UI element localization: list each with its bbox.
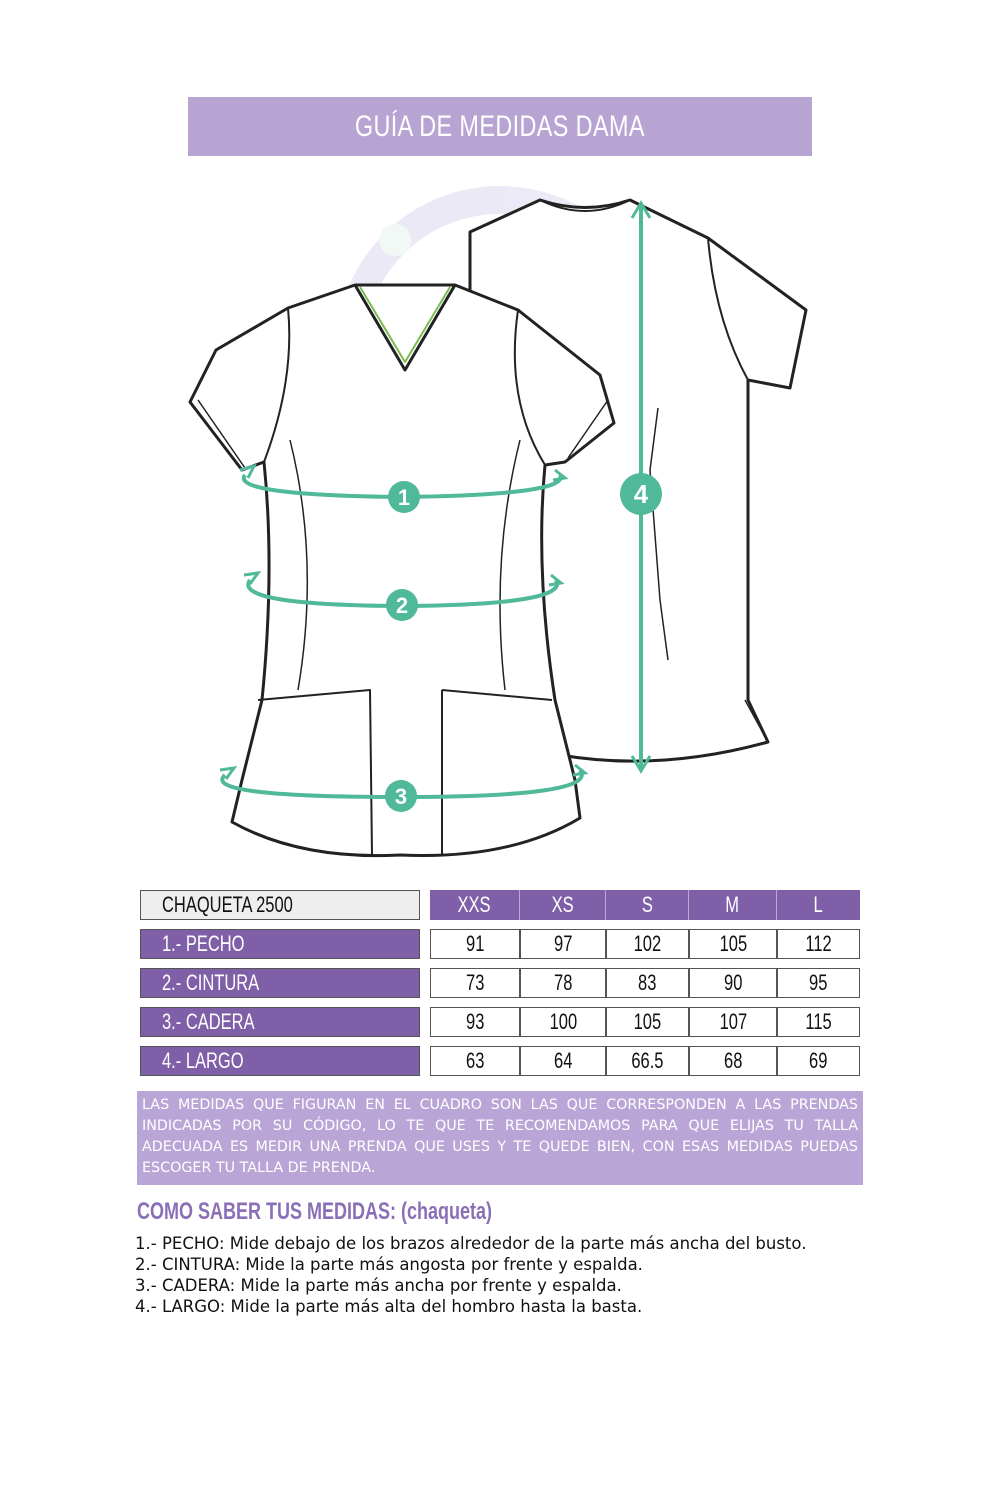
marker-2 — [386, 589, 418, 621]
table-cell: 100 — [520, 1007, 606, 1037]
garment-diagram — [0, 170, 1000, 870]
sizing-note: LAS MEDIDAS QUE FIGURAN EN EL CUADRO SON LAS QUE CORRESPONDEN A LAS PRENDAS INDICADAS POR SU CÓDIGO, LO TE QUE TE RECOMENDAMOS PARA QUE ELIJAS TU TALLA ADECUADA ES MEDIR UNA PRENDA QUE USES Y TE QUEDE BIEN, CON ESAS MEDIDAS PUEDAS ESCOGER TU TALLA DE PRENDA. — [137, 1091, 863, 1185]
table-cell: 69 — [777, 1046, 860, 1076]
table-cell: 73 — [430, 968, 520, 998]
table-cell: 102 — [606, 929, 689, 959]
table-cell: 95 — [777, 968, 860, 998]
svg-text:1: 1 — [397, 485, 411, 510]
row-label-largo: 4.- LARGO — [140, 1046, 420, 1076]
table-cell: 83 — [606, 968, 689, 998]
table-product-label: CHAQUETA 2500 — [140, 890, 420, 920]
table-cell: 66.5 — [606, 1046, 689, 1076]
size-header-xs: XS — [520, 890, 606, 920]
table-cell: 68 — [689, 1046, 777, 1076]
table-cell: 97 — [520, 929, 606, 959]
row-label-pecho: 1.- PECHO — [140, 929, 420, 959]
list-item: 3.- CADERA: Mide la parte más ancha por frente y espalda. — [135, 1276, 622, 1295]
table-cell: 90 — [689, 968, 777, 998]
list-item: 4.- LARGO: Mide la parte más alta del hombro hasta la basta. — [135, 1297, 643, 1316]
size-header-l: L — [777, 890, 860, 920]
list-item: 2.- CINTURA: Mide la parte más angosta por frente y espalda. — [135, 1255, 643, 1274]
svg-text:3: 3 — [394, 784, 408, 809]
size-header-xxs: XXS — [430, 890, 520, 920]
table-cell: 115 — [777, 1007, 860, 1037]
table-cell: 105 — [689, 929, 777, 959]
title-banner — [188, 97, 812, 156]
table-cell: 91 — [430, 929, 520, 959]
table-cell: 63 — [430, 1046, 520, 1076]
marker-3 — [385, 780, 417, 812]
table-cell: 64 — [520, 1046, 606, 1076]
table-cell: 93 — [430, 1007, 520, 1037]
size-header-m: M — [689, 890, 777, 920]
marker-1 — [388, 481, 420, 513]
table-cell: 78 — [520, 968, 606, 998]
list-item: 1.- PECHO: Mide debajo de los brazos alrededor de la parte más ancha del busto. — [135, 1234, 807, 1253]
size-header-s: S — [606, 890, 689, 920]
table-cell: 112 — [777, 929, 860, 959]
svg-text:4: 4 — [633, 479, 649, 509]
table-cell: 105 — [606, 1007, 689, 1037]
how-to-list — [135, 1233, 806, 1317]
table-cell: 107 — [689, 1007, 777, 1037]
row-label-cadera: 3.- CADERA — [140, 1007, 420, 1037]
svg-text:2: 2 — [395, 593, 409, 618]
how-to-title: COMO SABER TUS MEDIDAS: (chaqueta) — [137, 1198, 493, 1225]
row-label-cintura: 2.- CINTURA — [140, 968, 420, 998]
page-title: GUÍA DE MEDIDAS DAMA — [355, 109, 645, 143]
marker-4 — [620, 473, 662, 515]
